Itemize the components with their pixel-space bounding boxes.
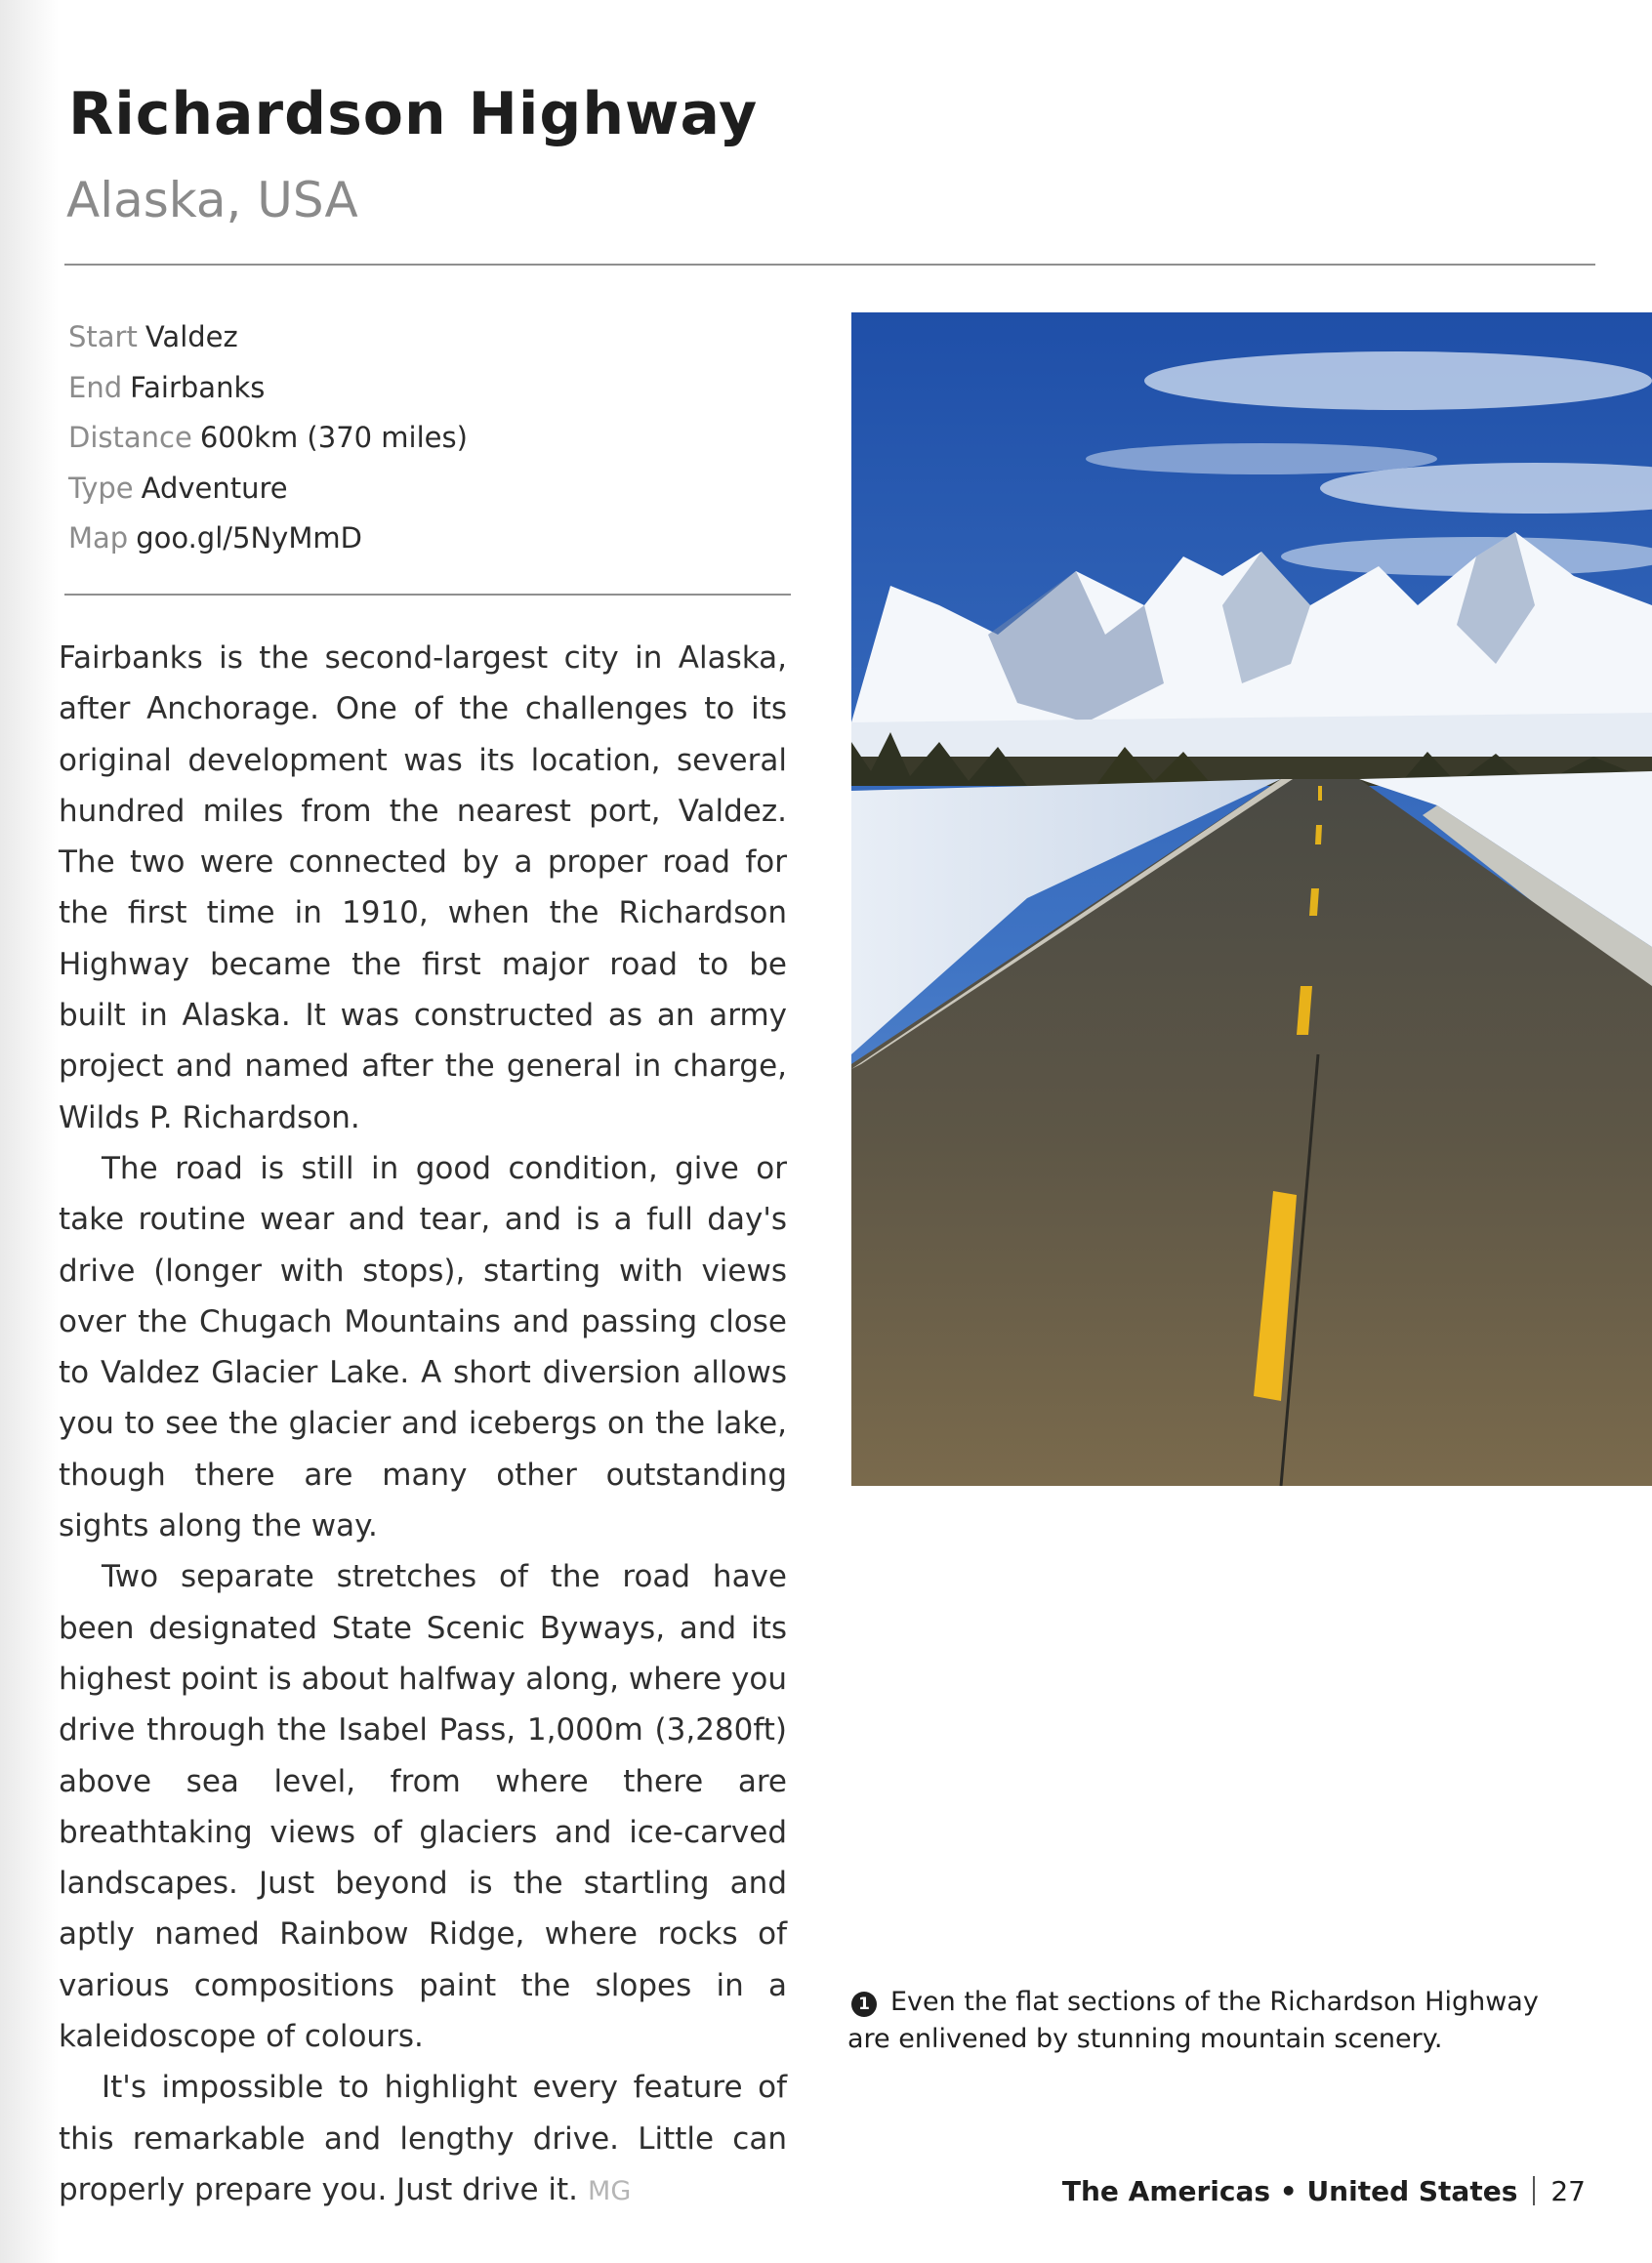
page-gutter-shade xyxy=(0,0,59,2263)
header-divider xyxy=(64,264,1595,266)
fact-value: Valdez xyxy=(145,320,238,353)
fact-end xyxy=(68,363,468,414)
fact-label: Type xyxy=(68,471,134,505)
author-initials: MG xyxy=(588,2175,632,2206)
fact-list xyxy=(68,312,468,564)
fact-type xyxy=(68,464,468,514)
fact-label: Start xyxy=(68,320,138,353)
page-footer xyxy=(1062,2175,1586,2207)
body-paragraph: Two separate stretches of the road have been designated State Scenic Byways, and its highest point is about halfway along, where you drive through the Isabel Pass, 1,000m (3,280ft) above sea level, from where there are breathtaking views of glaciers and ice-carved landscapes. Just beyond is the startling and aptly named Rainbow Ridge, where rocks of various compositions paint the slopes in a kaleidoscope of colours. xyxy=(59,1559,787,2055)
caption-text: Even the flat sections of the Richardson Highway are enlivened by stunning mountain scenery. xyxy=(847,1987,1539,2054)
body-paragraph: The road is still in good condition, give or take routine wear and tear, and is a full day's drive (longer with stops), starting with views over the Chugach Mountains and passing close to Valdez Glacier Lake. A short diversion allows you to see the glacier and icebergs on the lake, though there are many other outstanding sights along the way. xyxy=(59,1150,787,1544)
page-subtitle: Alaska, USA xyxy=(66,172,358,228)
article-body xyxy=(59,633,787,2217)
fact-start xyxy=(68,312,468,363)
body-paragraph-text: It's impossible to highlight every feature of this remarkable and lengthy drive. Little can properly prepare you. Just drive it. xyxy=(59,2070,787,2207)
page-number: 27 xyxy=(1550,2175,1586,2207)
fact-value: 600km (370 miles) xyxy=(199,421,468,454)
facts-divider xyxy=(64,594,791,596)
photo-caption xyxy=(847,1984,1590,2058)
fact-label: Map xyxy=(68,521,129,555)
body-paragraph-last xyxy=(59,2062,787,2217)
fact-value: Adventure xyxy=(141,471,288,505)
fact-label: End xyxy=(68,370,123,404)
fact-value: Fairbanks xyxy=(130,370,266,404)
highway-photo-illustration xyxy=(851,312,1652,1486)
fact-label: Distance xyxy=(68,421,192,454)
footer-section: The Americas • United States xyxy=(1061,2175,1518,2207)
page-title: Richardson Highway xyxy=(68,80,759,148)
fact-value: goo.gl/5NyMmD xyxy=(136,521,362,555)
fact-map xyxy=(68,514,468,564)
highway-photo xyxy=(851,312,1652,1486)
body-paragraph: Fairbanks is the second-largest city in Alaska, after Anchorage. One of the challenges to its original development was its location, several hundred miles from the nearest port, Valdez. The two were connected by a proper road for the first time in 1910, when the Richardson Highway became the first major road to be built in Alaska. It was constructed as an army project and named after the general in charge, Wilds P. Richardson. xyxy=(59,640,787,1135)
footer-divider xyxy=(1533,2176,1535,2205)
caption-number-icon: 1 xyxy=(851,1992,877,2017)
fact-distance xyxy=(68,413,468,464)
